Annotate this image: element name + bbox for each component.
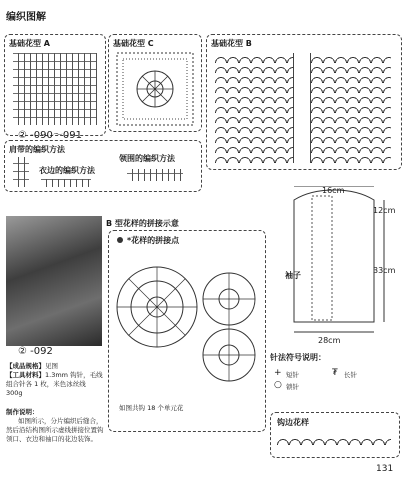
spec-value: 见图	[45, 362, 58, 370]
page-number: 131	[376, 464, 394, 474]
spec-block	[6, 362, 104, 398]
model-photo	[6, 216, 102, 346]
chain-stitch-icon: ○	[274, 380, 282, 390]
pattern-c-panel	[108, 34, 202, 132]
pattern-c-motif	[115, 51, 195, 127]
pattern-a-title: 基础花型 A	[9, 39, 50, 48]
join-points-label: *花样的拼接点	[127, 236, 180, 245]
edge-panel	[270, 412, 400, 458]
pattern-b-center-column	[293, 53, 311, 163]
motif-diagram	[113, 247, 263, 407]
method-title: 制作说明：	[6, 408, 39, 416]
ribbon-chart	[13, 157, 29, 187]
b-join-title: B 型花样的拼接示意	[106, 219, 179, 228]
tools-value: 1.3mm 钩针，毛线组合针各 1 枚，米色冰丝线 300g	[6, 371, 103, 397]
dim-top: 16cm	[322, 186, 345, 195]
tools-label: 【工具材料】	[6, 371, 45, 379]
pattern-a-chart	[13, 53, 97, 125]
section-title: 编织图解	[6, 12, 46, 23]
dim-right-small: 12cm	[373, 206, 396, 215]
join-point-icon	[117, 237, 123, 243]
method-text: 如图所示，分片编织后缝合，然后沿结构图所示虚线拼接位置钩领口、衣边和袖口的花边装饰。	[6, 417, 104, 443]
code-2: ② -092	[18, 346, 53, 357]
pattern-b-title: 基础花型 B	[211, 39, 252, 48]
ribbon-title: 肩带的编织方法	[9, 145, 65, 154]
dim-right-big: 33cm	[373, 266, 396, 275]
methods-panel	[4, 140, 202, 192]
method-block	[6, 408, 104, 444]
motif-note: 如图共钩 18 个单元花	[119, 404, 184, 412]
pattern-c-title: 基础花型 C	[113, 39, 154, 48]
double-stitch-icon: ₮	[332, 368, 338, 378]
collar-title: 领围的编织方法	[119, 154, 175, 163]
short-stitch-icon: +	[274, 368, 282, 378]
edge-chart	[277, 435, 391, 449]
dim-bottom: 28cm	[318, 336, 341, 345]
symbol-title: 针法符号说明：	[270, 353, 326, 362]
edge-title: 钩边花样	[277, 418, 309, 427]
symbol-2: 锁针	[286, 383, 299, 391]
sleeve-label: 袖子	[285, 271, 301, 280]
spec-label: 【成品规格】	[6, 362, 45, 370]
hem-title: 衣边的编织方法	[39, 166, 95, 175]
collar-chart	[127, 169, 183, 181]
symbol-3: 长针	[344, 371, 357, 379]
hem-chart	[41, 179, 91, 187]
b-join-panel	[108, 230, 266, 432]
pattern-a-panel	[4, 34, 106, 136]
code-1: ② -090～091	[18, 130, 82, 141]
pattern-b-panel	[206, 34, 402, 170]
symbol-legend	[272, 368, 398, 396]
symbol-1: 短针	[286, 371, 299, 379]
